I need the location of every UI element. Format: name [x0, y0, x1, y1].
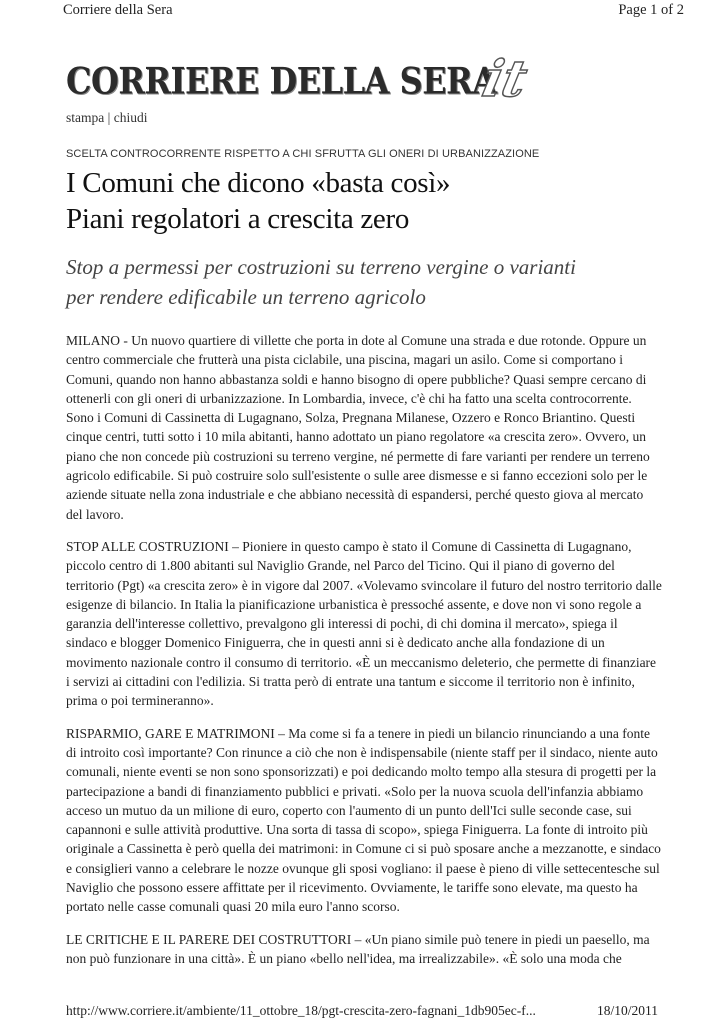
print-link[interactable]: stampa	[66, 110, 105, 125]
subtitle-line-1: Stop a permessi per costruzioni su terreno vergine o varianti	[66, 255, 576, 279]
article-kicker: SCELTA CONTROCORRENTE RISPETTO A CHI SFRUTTA GLI ONERI DI URBANIZZAZIONE	[66, 148, 540, 160]
footer-url: http://www.corriere.it/ambiente/11_ottobre_18/pgt-crescita-zero-fagnani_1db905ec-f...	[66, 1003, 536, 1018]
paragraph: STOP ALLE COSTRUZIONI – Pioniere in questo campo è stato il Comune di Cassinetta di Lugagnano, piccolo centro di 1.800 abitanti sul Naviglio Grande, nel Parco del Ticino. Qui il piano di governo del territorio (Pgt) «a crescita zero» è in vigore dal 2007. «Volevamo svincolare il futuro del nostro territorio dalle esigenze di bilancio. In Italia la pianificazione urbanistica è pressoché assente, e dove non vi sono regole a garanzia dell'interesse collettivo, prevalgono gli interessi di pochi, di chi domina il mercato», spiega il sindaco e blogger Domenico Finiguerra, che in questi anni si è dedicato anche alla fondazione di un movimento nazionale contro il consumo di territorio. «È un meccanismo deleterio, che permette di finanziare i servizi ai cittadini con l'edilizia. Si tratta però di entrate una tantum e siccome il territorio non è infinito, prima o poi termineranno».	[66, 538, 662, 709]
page-number: Page 1 of 2	[618, 2, 684, 18]
article-body	[66, 331, 662, 981]
paragraph: RISPARMIO, GARE E MATRIMONI – Ma come si fa a tenere in piedi un bilancio rinunciando a una fonte di introito così importante? Con rinunce a ciò che non è indispensabile (niente staff per il sindaco, niente auto comunali, niente eventi se non sono sponsorizzati) e poi dedicando molto tempo alla stesura di progetti per la partecipazione a bandi di finanziamento pubblici e privati. «Solo per la nuova scuola dell'infanzia abbiamo acceso un mutuo da un milione di euro, coperto con l'aumento di un punto dell'Ici sulle seconde case, sui capannoni e sulle attività produttive. Una sorta di tassa di scopo», spiega Finiguerra. La fonte di introito più originale a Cassinetta è però quella dei matrimoni: in Comune ci si può sposare anche a mezzanotte, e sindaco e consiglieri vanno a celebrare le nozze ovunque gli sposi vogliano: il paese è pieno di ville settecentesche sul Naviglio che possono essere affittate per il ricevimento. Ovviamente, le tariffe sono elevate, ma questo ha portato nelle casse comunali quasi 20 mila euro l'anno scorso.	[66, 725, 661, 915]
logo-suffix: it	[477, 49, 533, 108]
subtitle-line-2: per rendere edificabile un terreno agricolo	[66, 285, 426, 309]
title-line-2: Piani regolatori a crescita zero	[66, 203, 410, 235]
header-source: Corriere della Sera	[63, 2, 173, 18]
toolbar-separator: |	[107, 110, 111, 125]
article-title	[66, 165, 706, 237]
paragraph: MILANO - Un nuovo quartiere di villette che porta in dote al Comune una strada e due rotonde. Oppure un centro commerciale che frutterà una pista ciclabile, una piscina, magari un asilo. Come si comportano i Comuni, quando non hanno abbastanza soldi e hanno bisogno di opere pubbliche? Quasi sempre cercano di ottenerli con gli oneri di urbanizzazione. In Lombardia, invece, c'è chi ha fatto una scelta controcorrente. Sono i Comuni di Cassinetta di Lugagnano, Solza, Pregnana Milanese, Ozzero e Ronco Briantino. Questi cinque centri, tutti sotto i 10 mila abitanti, hanno adottato un piano regolatore «a crescita zero». Ovvero, un piano che non concede più costruzioni su terreno vergine, né permette di fare varianti per rendere un terreno agricolo edificabile. Si può costruire solo sull'esistente o sulle aree dismesse e si fanno eccezioni solo per le aziende situate nella zona industriale e che abbiano necessità di espandersi, perché questo giova al mercato del lavoro.	[66, 333, 650, 522]
logo-wordmark: CORRIERE DELLA SERA	[66, 59, 497, 103]
title-line-1: I Comuni che dicono «basta così»	[66, 167, 451, 199]
newspaper-logo[interactable]	[66, 49, 556, 110]
footer-date: 18/10/2011	[596, 1003, 658, 1018]
paragraph: LE CRITICHE E IL PARERE DEI COSTRUTTORI – «Un piano simile può tenere in piedi un paesello, ma non può funzionare in una città». È un piano «bello nell'idea, ma irrealizzabile». «È solo una moda che	[66, 931, 650, 966]
close-link[interactable]: chiudi	[113, 110, 148, 125]
article-subtitle	[66, 252, 706, 312]
article-toolbar	[66, 110, 147, 126]
